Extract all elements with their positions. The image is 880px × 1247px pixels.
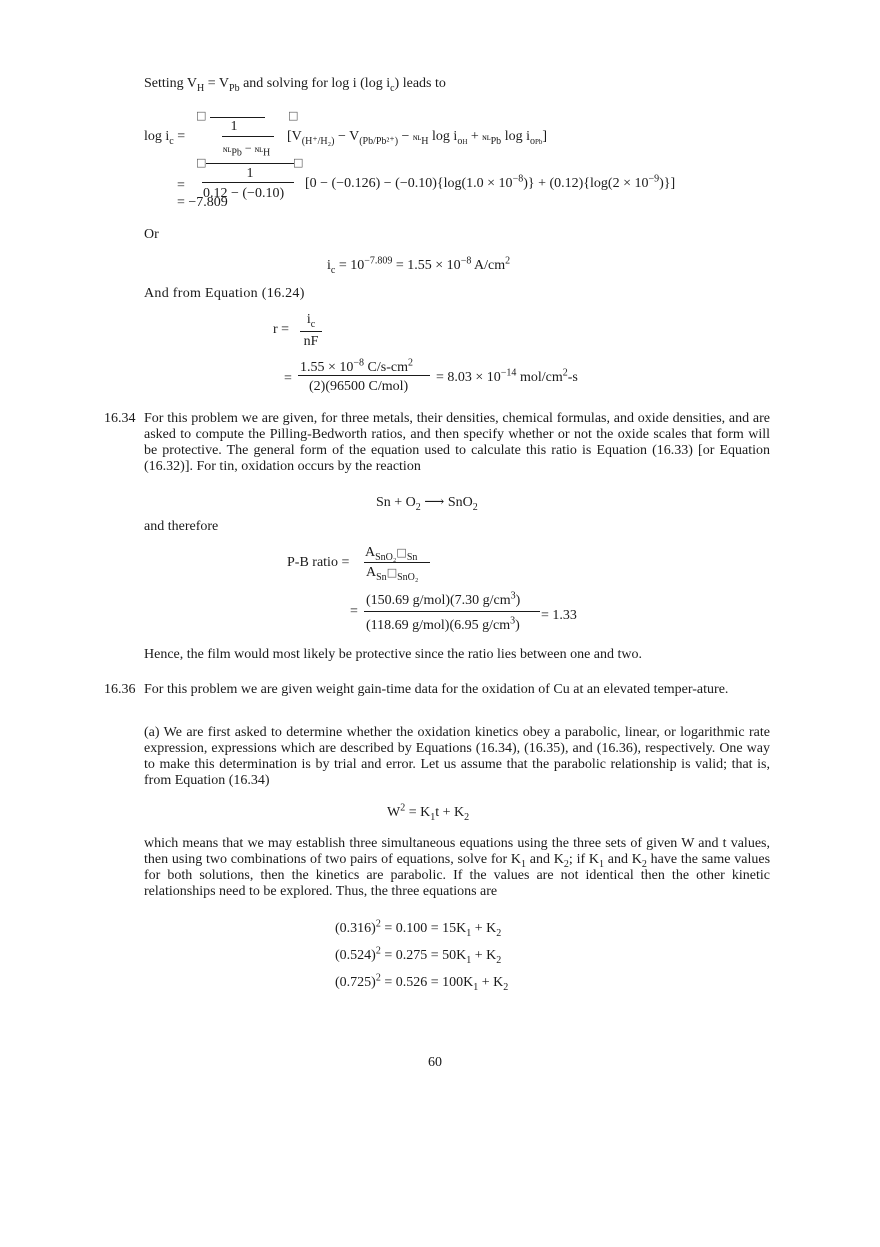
pb-ratio-label: P-B ratio = <box>287 555 350 570</box>
text: + K <box>478 975 504 990</box>
text: (118.69 g/mol)(6.95 g/cm <box>366 618 511 633</box>
text: − <box>398 129 413 144</box>
page-number: 60 <box>428 1055 442 1070</box>
eq-r-lhs: r = <box>273 322 290 337</box>
text: t + K <box>435 805 465 820</box>
subscript: 1 <box>473 981 479 993</box>
subscript: Pb <box>229 82 240 94</box>
text: (0.725) <box>335 975 376 990</box>
pb-result: = 1.33 <box>541 608 577 623</box>
problem-1636-part-a: (a) We are first asked to determine whether the oxidation kinetics obey a parabolic, linear, or logarithmic rate expression, expressions which are described by Equations (16.34), (16.35), and (16.36), respectively. One way to make this determination is by trial and error. Let us assume that the parabolic relationship is valid; that is, from Equation (16.34) <box>144 725 770 788</box>
and-from-line: And from Equation (16.24) <box>144 286 305 301</box>
superscript: 2 <box>375 945 381 957</box>
subscript: c <box>169 135 174 147</box>
subscript: (H⁺/H₂) <box>301 135 335 147</box>
eq-ic <box>327 255 511 276</box>
superscript: 2 <box>400 802 406 814</box>
subscript: 1 <box>599 858 604 870</box>
text: )}] <box>659 176 676 191</box>
intro-text: and solving for log i (log i <box>239 76 391 91</box>
simultaneous-equation <box>335 918 502 939</box>
text: mol/cm <box>516 370 563 385</box>
eq1-frac-numerator: 1 <box>230 119 238 134</box>
superscript: −8 <box>460 255 472 267</box>
eq2-bracket-expression <box>305 173 676 192</box>
text: )} + (0.12){log(2 × 10 <box>523 176 649 191</box>
superscript: −8 <box>353 357 365 369</box>
eq-r2-denominator: (2)(96500 C/mol) <box>309 379 409 394</box>
text: + <box>467 129 483 144</box>
text: i <box>306 312 311 327</box>
text: and K <box>526 852 564 867</box>
intro-text: = V <box>204 76 230 91</box>
text: SnO <box>447 495 473 510</box>
superscript: 2 <box>505 255 511 267</box>
eq1-frac-denominator <box>223 140 270 157</box>
or-label: Or <box>144 227 159 242</box>
pb-fraction-bar <box>364 562 430 563</box>
text: A <box>365 545 376 560</box>
subscript: 1 <box>466 927 472 939</box>
text: = 0.275 = 50K <box>380 948 467 963</box>
text: A/cm <box>471 258 506 273</box>
intro-text: ) leads to <box>394 76 446 91</box>
superscript: 2 <box>375 972 381 984</box>
problem-number-1634: 16.34 <box>104 411 136 426</box>
text: = 0.100 = 15K <box>380 921 467 936</box>
subscript: 2 <box>464 811 470 823</box>
problem-number-1636: 16.36 <box>104 682 136 697</box>
subscript: 2 <box>415 501 421 513</box>
problem-1636-explanation <box>144 836 770 900</box>
pb-conclusion: Hence, the film would most likely be protective since the ratio lies between one and two. <box>144 647 643 662</box>
superscript: 2 <box>408 357 413 369</box>
nl-symbol: ɴʟ <box>254 144 264 154</box>
eq-r2-result <box>436 367 578 386</box>
subscript: Pb <box>231 147 242 159</box>
fraction-bar-overline <box>206 163 294 164</box>
pb-values-fraction-bar <box>364 611 540 612</box>
text: which means that we may establish three simultaneous equations using the three sets of given W and t values, then using two combinations of two pairs of equations, solve for K <box>144 836 770 867</box>
missing-glyph-box: □ <box>396 546 407 559</box>
intro-line <box>144 76 446 92</box>
text: log i <box>501 129 530 144</box>
eq1-lhs <box>144 129 185 145</box>
subscript: c <box>330 264 336 276</box>
eq-r-denominator: nF <box>303 334 319 349</box>
eq2-fraction-bar <box>202 182 294 183</box>
eq1-bracket-expression <box>287 129 547 145</box>
intro-text: Setting V <box>144 76 198 91</box>
oxidation-reaction <box>376 495 478 511</box>
superscript: −8 <box>512 173 524 185</box>
text: Sn + O <box>376 495 416 510</box>
subscript: SnO₂ <box>375 551 397 563</box>
text: W <box>387 805 401 820</box>
text: = 10 <box>335 258 365 273</box>
eq-r2-numerator <box>300 357 413 376</box>
text: C/s-cm <box>364 360 408 375</box>
eq1-fraction-bar <box>222 136 274 137</box>
superscript: −14 <box>500 367 517 379</box>
missing-glyph-box: □ <box>196 156 207 169</box>
text: = K <box>405 805 431 820</box>
superscript: −7.809 <box>364 255 393 267</box>
text: [V <box>287 129 302 144</box>
text: ) <box>515 593 521 608</box>
text: = 8.03 × 10 <box>436 370 501 385</box>
subscript: 2 <box>496 954 502 966</box>
parabolic-equation <box>387 802 470 823</box>
eq-r2-fraction-bar <box>298 375 430 376</box>
simultaneous-equation <box>335 972 509 993</box>
missing-glyph-box: □ <box>386 566 398 579</box>
subscript: 2 <box>641 858 647 870</box>
subscript: 1 <box>521 858 527 870</box>
problem-1634-text: For this problem we are given, for three metals, their densities, chemical formulas, and oxide densities, and are asked to compute the Pilling-Bedworth ratios, and then specify whether or not the oxide scales that form will be protective. The general form of the equation used to calculate this ratio is Equation (16.33) [or Equation (16.32)]. For tin, oxidation occurs by the reaction <box>144 411 770 474</box>
eq2-equals: = <box>177 178 185 193</box>
reaction-arrow: ⟶ <box>420 495 448 510</box>
subscript: 1 <box>430 811 436 823</box>
subscript: c <box>310 318 316 330</box>
text: 1.55 × 10 <box>300 360 354 375</box>
missing-glyph-box: □ <box>293 156 304 169</box>
subscript: 2 <box>563 858 569 870</box>
text: (0.524) <box>335 948 376 963</box>
text: = 1.55 × 10 <box>392 258 461 273</box>
and-therefore: and therefore <box>144 519 219 534</box>
subscript: c <box>390 82 395 94</box>
subscript: o <box>457 135 463 147</box>
subscript: 2 <box>496 927 502 939</box>
text: ) <box>515 618 520 633</box>
nl-symbol: ɴʟ <box>223 144 232 154</box>
eq2-result: = −7.809 <box>177 195 228 210</box>
subscript: o <box>529 135 535 147</box>
eq2-frac-numerator: 1 <box>246 166 254 181</box>
pb-equals: = <box>350 604 358 619</box>
text: (0.316) <box>335 921 376 936</box>
missing-glyph-box: □ <box>196 109 207 122</box>
text: = 0.526 = 100K <box>380 975 474 990</box>
subscript: 2 <box>503 981 509 993</box>
minus-sign: − <box>241 141 255 155</box>
pb-values-numerator <box>366 590 521 609</box>
superscript: 3 <box>510 615 516 627</box>
subscript: 2 <box>472 501 478 513</box>
superscript: 3 <box>510 590 516 602</box>
text: + K <box>471 948 497 963</box>
eq2-frac-denominator: 0.12 − (−0.10) <box>203 186 285 201</box>
superscript: 2 <box>562 367 568 379</box>
eq1-lhs-text: log i <box>144 129 170 144</box>
superscript: −9 <box>648 173 660 185</box>
superscript: 2 <box>375 918 381 930</box>
text: -s <box>567 370 578 385</box>
text: A <box>366 565 377 580</box>
equals-sign: = <box>177 129 186 144</box>
text: [0 − (−0.126) − (−0.10){log(1.0 × 10 <box>305 176 513 191</box>
eq-r-fraction-bar <box>300 331 322 332</box>
text: ; if K <box>568 852 599 867</box>
subscript: (Pb/Pb²⁺) <box>359 135 399 147</box>
pb-numerator <box>365 545 417 561</box>
nl-symbol: ɴʟ <box>482 132 491 142</box>
subscript: H <box>197 82 205 94</box>
missing-glyph-box: □ <box>288 109 299 122</box>
subscript: H <box>421 135 429 147</box>
subscript: Pb <box>490 135 502 147</box>
subscript: H <box>462 137 468 146</box>
text: ] <box>542 129 548 144</box>
subscript: Sn <box>376 571 387 583</box>
subscript: 1 <box>466 954 472 966</box>
text: have the same values for both solutions, then the kinetics are parabolic. If the values are not identical then the other kinetic relationships need to be explored. Thus, the three equations are <box>144 852 771 899</box>
pb-denominator <box>366 565 418 581</box>
text: log i <box>428 129 458 144</box>
fraction-bar-overline <box>210 117 265 118</box>
problem-1636-text: For this problem we are given weight gain-time data for the oxidation of Cu at an elevated temper-ature. <box>144 682 729 697</box>
text: and K <box>604 852 642 867</box>
eq-r2-equals: = <box>284 371 292 386</box>
subscript: H <box>263 147 271 159</box>
text: + K <box>471 921 497 936</box>
nl-symbol: ɴʟ <box>412 132 422 142</box>
text: − V <box>334 129 360 144</box>
text: (150.69 g/mol)(7.30 g/cm <box>366 593 511 608</box>
pb-values-denominator <box>366 615 520 634</box>
eq-r-numerator <box>300 312 322 328</box>
simultaneous-equation <box>335 945 502 966</box>
subscript: Pb <box>534 137 543 146</box>
text: i <box>327 258 331 273</box>
subscript: SnO₂ <box>397 571 419 583</box>
subscript: Sn <box>406 551 418 563</box>
